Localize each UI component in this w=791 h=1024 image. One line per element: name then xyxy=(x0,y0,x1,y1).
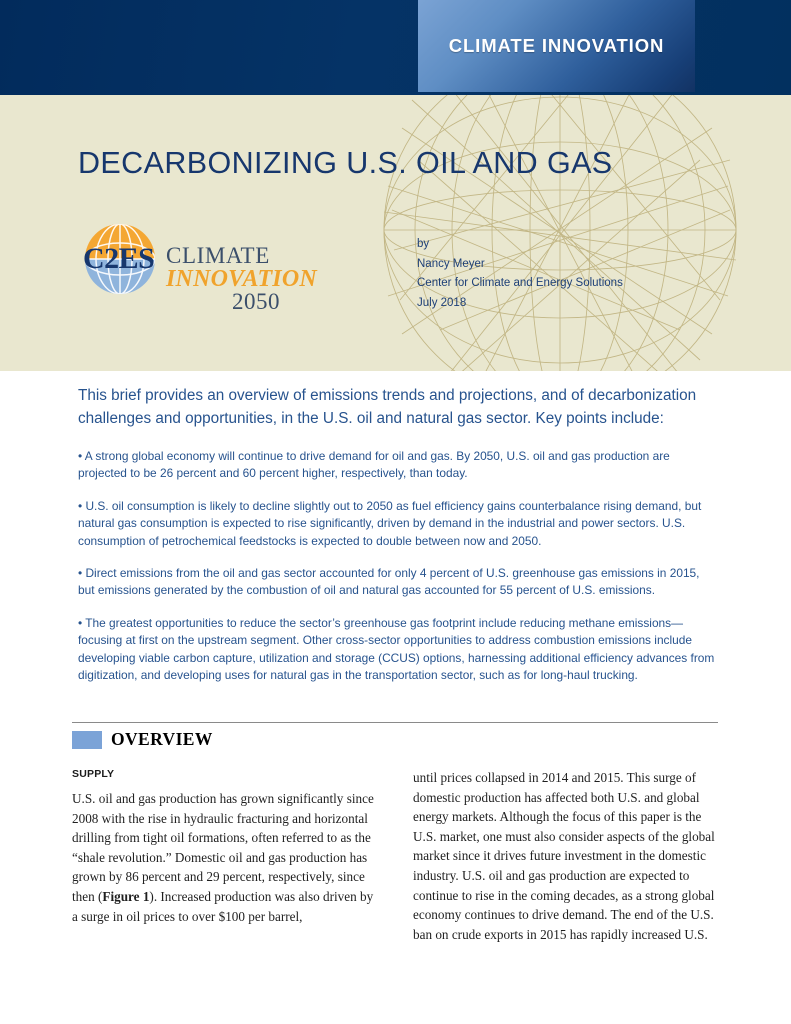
byline xyxy=(417,235,623,313)
key-point-bullet: • Direct emissions from the oil and gas sector accounted for only 4 percent of U.S. greenhouse gas emissions in 2015, but emissions generated by the combustion of oil and natural gas accounted for 55 percent of U.S. emissions. xyxy=(78,566,700,598)
subsection-heading-supply: SUPPLY xyxy=(72,768,115,780)
key-points-block xyxy=(78,385,718,684)
body-text-segment: U.S. oil and gas production has grown significantly since 2008 with the rise in hydraulic fracturing and horizontal drilling from tight oil formations, often referred to as the “shale revolution.” Domestic oil and gas production has grown by 86 percent and 29 percent, respectively, since then ( xyxy=(72,791,374,904)
logo-line-year: 2050 xyxy=(232,289,280,314)
byline-by: by xyxy=(417,238,430,250)
logo-line-climate: CLIMATE xyxy=(166,243,270,268)
key-point-bullet: • The greatest opportunities to reduce the sector’s greenhouse gas footprint include reducing methane emissions—focusing at first on the upstream segment. Other cross-sector opportunities to address combustion emissions include developing viable carbon capture, utilization and storage (CCUS) options, harnessing additional efficiency advances from digitization, and developing uses for natural gas in the transportation sector, such as for long-haul trucking. xyxy=(78,615,715,683)
series-banner-label: CLIMATE INNOVATION xyxy=(448,35,665,56)
logo-wordmark: C2ES xyxy=(83,242,155,275)
section-divider xyxy=(72,722,718,723)
key-point-bullet: • A strong global economy will continue to drive demand for oil and gas. By 2050, U.S. oil and gas production are projected to be 26 percent and 60 percent higher, respectively, than today. xyxy=(78,449,670,481)
section-title: OVERVIEW xyxy=(111,729,213,749)
column-left xyxy=(72,768,377,944)
section-marker-icon xyxy=(72,731,102,749)
key-point-bullet: • U.S. oil consumption is likely to decline slightly out to 2050 as fuel efficiency gains counterbalance rising demand, but natural gas consumption is expected to rise significantly, driven by demand in the industrial and power sectors. U.S. consumption of petrochemical feedstocks is expected to double between now and 2050. xyxy=(78,498,702,548)
body-paragraph xyxy=(72,789,377,926)
column-right xyxy=(413,768,718,944)
document-title: DECARBONIZING U.S. OIL AND GAS xyxy=(78,146,613,180)
intro-lead-paragraph: This brief provides an overview of emissions trends and projections, and of decarbonization challenges and opportunities, in the U.S. oil and natural gas sector. Key points include: xyxy=(78,387,697,427)
byline-author: Nancy Meyer xyxy=(417,257,485,270)
logo-line-innovation: INNOVATION xyxy=(166,266,317,292)
figure-reference: Figure 1 xyxy=(102,888,150,904)
section-header xyxy=(72,729,213,750)
body-text-segment: ). Increased production was also driven by a surge in oil prices to over $100 per barrel, xyxy=(72,888,374,924)
body-paragraph: until prices collapsed in 2014 and 2015. This surge of domestic production has affected both U.S. and global energy markets. Although the focus of this paper is the U.S. market, one must also consider aspects of the global market since it drives future investment in the domestic industry. U.S. oil and gas production are expected to continue to rise in the coming decades, as a strong global economy continues to drive demand. The end of the U.S. ban on crude exports in 2015 has rapidly increased U.S. xyxy=(413,770,715,942)
c2es-logo xyxy=(82,221,317,317)
hero-band xyxy=(0,95,791,371)
header-band xyxy=(0,0,791,95)
body-columns xyxy=(72,768,718,944)
byline-date: July 2018 xyxy=(417,296,467,309)
byline-organization: Center for Climate and Energy Solutions xyxy=(417,277,623,289)
